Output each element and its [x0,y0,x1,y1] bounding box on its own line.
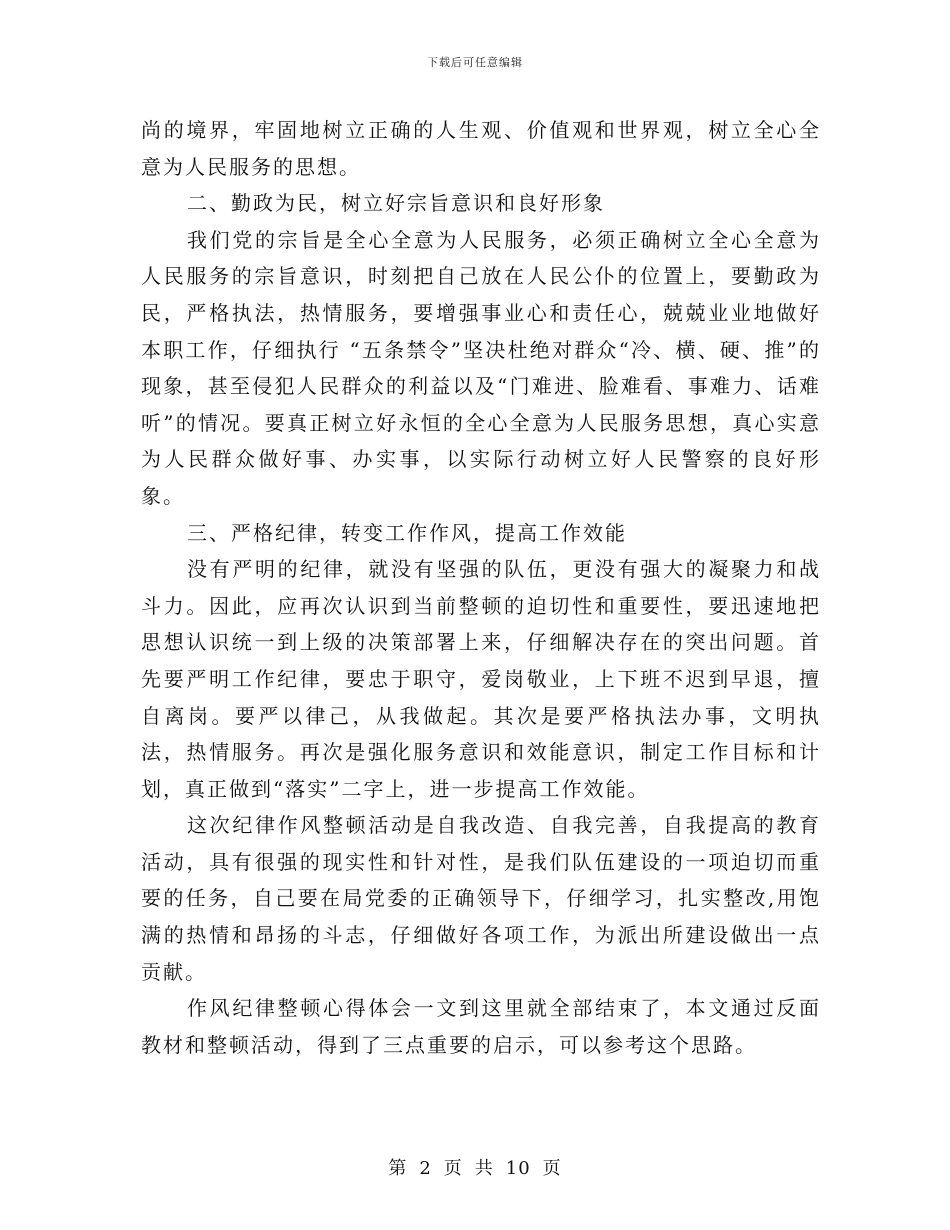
page-label-prefix: 第 [388,1158,408,1179]
page-number-footer [0,1154,950,1180]
section-heading-2: 二、勤政为民，树立好宗旨意识和良好形象 [187,191,605,216]
section-heading-3: 三、严格纪律，转变工作作风，提高工作效能 [187,520,627,545]
total-pages-number: 10 [505,1158,531,1179]
paragraph-service: 我们党的宗旨是全心全意为人民服务，必须正确树立全心全意为人民服务的宗旨意识，时刻把自己放在人民公仆的位置上，要勤政为民，严格执法，热情服务，要增强事业心和责任心，兢兢业业地做好本职工作，仔细执行 “五条禁令”坚决杜绝对群众“冷、横、硬、推”的现象，甚至侵犯人民群众的利益以及“门难进、脸难看、事难力、话难听”的情况。要真正树立好永恒的全心全意为人民服务思想，真心实意为人民群众做好事、办实事，以实际行动树立好人民警察的良好形象。 [141,227,821,508]
document-body [141,112,821,1063]
paragraph-continuation: 尚的境界，牢固地树立正确的人生观、价值观和世界观，树立全心全意为人民服务的思想。 [141,118,821,179]
total-label: 共 [474,1158,494,1179]
header-note: 下载后可任意编辑 [427,56,523,69]
paragraph-discipline: 没有严明的纪律，就没有坚强的队伍，更没有强大的凝聚力和战斗力。因此，应再次认识到当前整顿的迫切性和重要性，要迅速地把思想认识统一到上级的决策部署上来，仔细解决存在的突出问题。首先要严明工作纪律，要忠于职守，爱岗敬业，上下班不迟到早退，擅自离岗。要严以律己，从我做起。其次是要严格执法办事，文明执法，热情服务。再次是强化服务意识和效能意识，制定工作目标和计划，真正做到“落实”二字上，进一步提高工作效能。 [141,557,821,801]
page-label-mid: 页 [443,1158,463,1179]
paragraph-rectification: 这次纪律作风整顿活动是自我改造、自我完善，自我提高的教育活动，具有很强的现实性和针对性，是我们队伍建设的一项迫切而重要的任务，自己要在局党委的正确领导下，仔细学习，扎实整改,用饱满的热情和昂扬的斗志，仔细做好各项工作，为派出所建设做出一点贡献。 [141,813,821,984]
paragraph-conclusion: 作风纪律整顿心得体会一文到这里就全部结束了，本文通过反面教材和整顿活动，得到了三点重要的启示，可以参考这个思路。 [141,996,821,1057]
page-label-suffix: 页 [542,1158,562,1179]
current-page-number: 2 [419,1158,432,1179]
